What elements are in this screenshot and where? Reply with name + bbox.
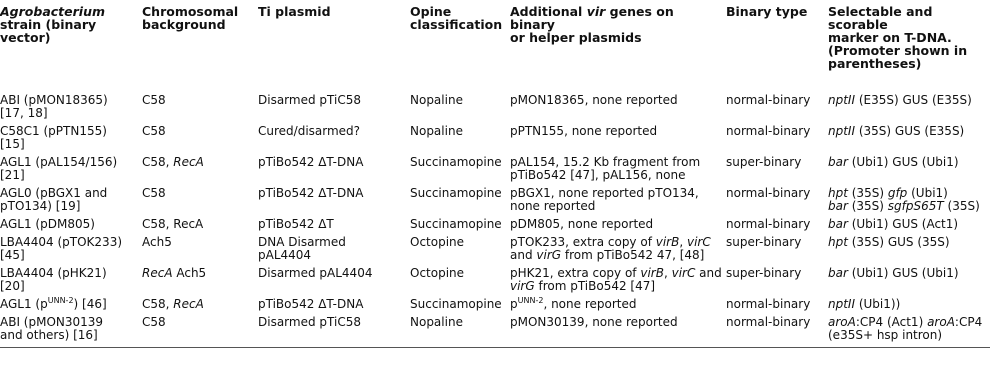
cell-line: bar (Ubi1) GUS (Act1)	[828, 217, 959, 231]
table-row	[0, 153, 990, 184]
cell-marker	[824, 313, 990, 348]
header-ti-line-1: Ti plasmid	[258, 4, 331, 19]
cell-line: Disarmed pTiC58	[258, 315, 361, 329]
cell-line: pTO134) [19]	[0, 199, 81, 213]
cell-opine	[406, 264, 506, 295]
cell-line: LBA4404 (pHK21)	[0, 266, 107, 280]
header-vir-line-2: or helper plasmids	[510, 30, 642, 45]
cell-vir	[506, 91, 722, 122]
table-row	[0, 122, 990, 153]
cell-opine	[406, 215, 506, 233]
cell-line: nptII (Ubi1))	[828, 297, 901, 311]
header-strain	[0, 5, 138, 91]
cell-line: pTiBo542 ΔT-DNA	[258, 155, 364, 169]
cell-line: Nopaline	[410, 93, 463, 107]
cell-binary	[722, 233, 824, 264]
cell-line: normal-binary	[726, 297, 811, 311]
cell-marker	[824, 184, 990, 215]
cell-line: Disarmed pTiC58	[258, 93, 361, 107]
cell-ti	[254, 313, 406, 348]
cell-line: Octopine	[410, 266, 465, 280]
cell-line: pBGX1, none reported pTO134,	[510, 186, 699, 200]
cell-line: [21]	[0, 168, 25, 182]
cell-line: Octopine	[410, 235, 465, 249]
cell-ti	[254, 233, 406, 264]
cell-line: aroA:CP4 (Act1) aroA:CP4	[828, 315, 983, 329]
cell-background	[138, 264, 254, 295]
cell-line: bar (35S) sgfpS65T (35S)	[828, 199, 980, 213]
cell-line: pTiBo542 ΔT-DNA	[258, 186, 364, 200]
cell-line: pTiBo542 ΔT-DNA	[258, 297, 364, 311]
cell-ti	[254, 153, 406, 184]
cell-strain	[0, 91, 138, 122]
cell-vir	[506, 122, 722, 153]
cell-line: normal-binary	[726, 124, 811, 138]
header-vir-line-1: Additional vir genes on binary	[510, 4, 674, 32]
table-row	[0, 184, 990, 215]
cell-marker	[824, 153, 990, 184]
cell-ti	[254, 215, 406, 233]
table-row	[0, 233, 990, 264]
cell-line: normal-binary	[726, 315, 811, 329]
header-marker-line-2: marker on T-DNA.	[828, 30, 952, 45]
cell-line: DNA Disarmed	[258, 235, 346, 249]
cell-line: normal-binary	[726, 217, 811, 231]
cell-line: Nopaline	[410, 124, 463, 138]
cell-vir	[506, 233, 722, 264]
cell-line: pMON18365, none reported	[510, 93, 678, 107]
cell-ti	[254, 264, 406, 295]
cell-vir	[506, 215, 722, 233]
cell-ti	[254, 122, 406, 153]
table-row	[0, 264, 990, 295]
cell-ti	[254, 295, 406, 313]
cell-line: RecA Ach5	[142, 266, 207, 280]
cell-line: [17, 18]	[0, 106, 48, 120]
cell-strain	[0, 122, 138, 153]
cell-line: pTiBo542 ΔT	[258, 217, 334, 231]
header-binary-type	[722, 5, 824, 91]
cell-vir	[506, 184, 722, 215]
cell-background	[138, 91, 254, 122]
cell-line: C58, RecA	[142, 297, 204, 311]
table-row	[0, 91, 990, 122]
cell-line: nptII (35S) GUS (E35S)	[828, 124, 965, 138]
cell-binary	[722, 295, 824, 313]
cell-line: C58	[142, 93, 166, 107]
cell-line: $p^{UNN-2}$, none reported	[510, 296, 637, 311]
cell-binary	[722, 184, 824, 215]
cell-line: pTOK233, extra copy of virB, virC	[510, 235, 711, 249]
cell-line: C58	[142, 315, 166, 329]
cell-opine	[406, 233, 506, 264]
cell-line: [15]	[0, 137, 25, 151]
cell-line: AGL0 (pBGX1 and	[0, 186, 108, 200]
cell-marker	[824, 295, 990, 313]
cell-line: ABI (pMON18365)	[0, 93, 108, 107]
cell-line: Succinamopine	[410, 186, 502, 200]
header-strain-line-3: vector)	[0, 30, 51, 45]
cell-opine	[406, 313, 506, 348]
cell-binary	[722, 313, 824, 348]
cell-ti	[254, 91, 406, 122]
cell-line: super-binary	[726, 235, 802, 249]
cell-line: virG from pTiBo542 [47]	[510, 279, 656, 293]
cell-binary	[722, 264, 824, 295]
header-opine-line-2: classification	[410, 17, 503, 32]
cell-binary	[722, 122, 824, 153]
header-marker	[824, 5, 990, 91]
header-strain-line-1: Agrobacterium	[0, 4, 105, 19]
cell-line: bar (Ubi1) GUS (Ubi1)	[828, 266, 959, 280]
header-binary-line-1: Binary type	[726, 4, 808, 19]
cell-strain	[0, 295, 138, 313]
cell-line: normal-binary	[726, 186, 811, 200]
cell-line: hpt (35S) GUS (35S)	[828, 235, 950, 249]
cell-strain	[0, 215, 138, 233]
cell-marker	[824, 91, 990, 122]
cell-opine	[406, 91, 506, 122]
cell-line: pDM805, none reported	[510, 217, 654, 231]
cell-line: AGL1 (pDM805)	[0, 217, 95, 231]
cell-line: bar (Ubi1) GUS (Ubi1)	[828, 155, 959, 169]
cell-background	[138, 215, 254, 233]
cell-vir	[506, 295, 722, 313]
header-opine-line-1: Opine	[410, 4, 452, 19]
table-body	[0, 91, 990, 348]
table-row	[0, 295, 990, 313]
cell-line: and others) [16]	[0, 328, 98, 342]
cell-line: Succinamopine	[410, 297, 502, 311]
cell-background	[138, 153, 254, 184]
header-marker-line-3: (Promoter shown in	[828, 43, 968, 58]
header-ti-plasmid	[254, 5, 406, 91]
cell-line: Nopaline	[410, 315, 463, 329]
cell-vir	[506, 153, 722, 184]
cell-strain	[0, 313, 138, 348]
table-row	[0, 313, 990, 348]
cell-background	[138, 122, 254, 153]
cell-strain	[0, 153, 138, 184]
cell-binary	[722, 215, 824, 233]
cell-marker	[824, 264, 990, 295]
cell-line: C58C1 (pPTN155)	[0, 124, 107, 138]
cell-binary	[722, 91, 824, 122]
cell-line: pAL154, 15.2 Kb fragment from	[510, 155, 701, 169]
header-opine	[406, 5, 506, 91]
cell-marker	[824, 215, 990, 233]
cell-strain	[0, 233, 138, 264]
cell-opine	[406, 122, 506, 153]
cell-line: AGL1 (pAL154/156)	[0, 155, 118, 169]
cell-marker	[824, 122, 990, 153]
header-row	[0, 5, 990, 91]
cell-line: C58, RecA	[142, 217, 204, 231]
header-marker-line-1: Selectable and scorable	[828, 4, 933, 32]
cell-background	[138, 184, 254, 215]
cell-marker	[824, 233, 990, 264]
cell-line: pTiBo542 [47], pAL156, none	[510, 168, 686, 182]
header-background	[138, 5, 254, 91]
header-background-line-2: background	[142, 17, 226, 32]
cell-line: (e35S+ hsp intron)	[828, 328, 943, 342]
cell-opine	[406, 295, 506, 313]
header-vir	[506, 5, 722, 91]
header-strain-line-2: strain (binary	[0, 17, 97, 32]
cell-line: Succinamopine	[410, 217, 502, 231]
cell-line: [45]	[0, 248, 25, 262]
cell-opine	[406, 153, 506, 184]
cell-opine	[406, 184, 506, 215]
cell-background	[138, 233, 254, 264]
cell-line: normal-binary	[726, 93, 811, 107]
cell-line: ABI (pMON30139	[0, 315, 104, 329]
cell-vir	[506, 313, 722, 348]
strains-table	[0, 5, 990, 348]
table-row	[0, 215, 990, 233]
cell-line: hpt (35S) gfp (Ubi1)	[828, 186, 948, 200]
cell-background	[138, 313, 254, 348]
cell-line: none reported	[510, 199, 596, 213]
cell-line: C58, RecA	[142, 155, 204, 169]
cell-line: super-binary	[726, 155, 802, 169]
cell-line: Succinamopine	[410, 155, 502, 169]
cell-vir	[506, 264, 722, 295]
cell-line: nptII (E35S) GUS (E35S)	[828, 93, 972, 107]
header-marker-line-4: parentheses)	[828, 56, 922, 71]
cell-line: LBA4404 (pTOK233)	[0, 235, 123, 249]
cell-line: Ach5	[142, 235, 172, 249]
cell-ti	[254, 184, 406, 215]
cell-line: C58	[142, 124, 166, 138]
cell-line: AGL1 $(p^{UNN-2})$ [46]	[0, 296, 107, 311]
cell-line: [20]	[0, 279, 25, 293]
cell-line: Disarmed pAL4404	[258, 266, 373, 280]
cell-line: pHK21, extra copy of virB, virC and	[510, 266, 722, 280]
cell-line: and virG from pTiBo542 47, [48]	[510, 248, 705, 262]
cell-line: C58	[142, 186, 166, 200]
cell-strain	[0, 264, 138, 295]
cell-line: super-binary	[726, 266, 802, 280]
cell-line: pPTN155, none reported	[510, 124, 658, 138]
cell-line: Cured/disarmed?	[258, 124, 361, 138]
cell-line: pAL4404	[258, 248, 312, 262]
cell-binary	[722, 153, 824, 184]
header-background-line-1: Chromosomal	[142, 4, 239, 19]
cell-strain	[0, 184, 138, 215]
cell-background	[138, 295, 254, 313]
cell-line: pMON30139, none reported	[510, 315, 678, 329]
